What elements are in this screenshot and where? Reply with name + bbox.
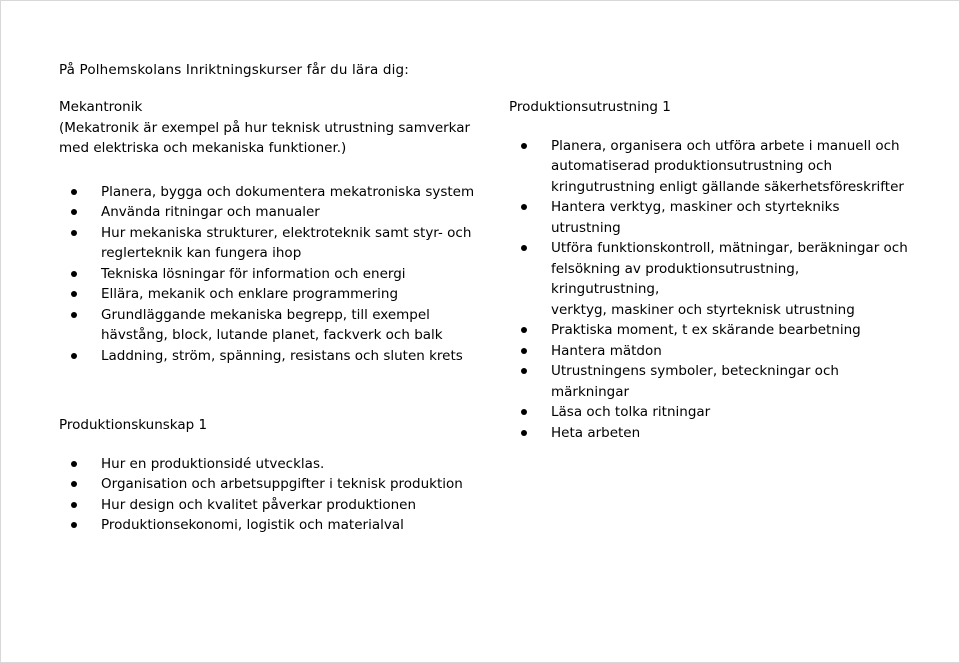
list-item-text: verktyg, maskiner och styrteknisk utrustning — [551, 301, 855, 318]
list-item — [509, 238, 909, 320]
bullet-icon — [71, 312, 77, 318]
bullet-list — [59, 454, 499, 536]
list-item-text: hävstång, block, lutande planet, fackverk och balk — [101, 327, 443, 343]
section-note-line: (Mekatronik är exempel på hur teknisk utrustning samverkar — [59, 119, 471, 136]
bullet-icon — [71, 271, 77, 277]
list-item — [59, 346, 479, 367]
list-item-text: Planera, bygga och dokumentera mekatroniska system — [101, 183, 475, 200]
section-mekatronik — [59, 97, 479, 366]
list-item — [59, 223, 479, 264]
list-item — [509, 197, 909, 238]
section-heading: Mekantronik — [59, 99, 143, 115]
list-item-text: Ellära, mekanik och enklare programmering — [101, 286, 399, 302]
list-item-text: Utföra funktionskontroll, mätningar, beräkningar och — [551, 240, 908, 256]
bullet-icon — [521, 430, 527, 436]
list-item-text: Läsa och tolka ritningar — [551, 404, 711, 420]
bullet-icon — [521, 143, 527, 149]
list-item-text: kringutrustning enligt gällande säkerhetsföreskrifter — [551, 178, 904, 195]
bullet-icon — [521, 409, 527, 415]
list-item-text: Hur mekaniska strukturer, elektroteknik samt styr- och — [101, 224, 472, 241]
list-item-text: Använda ritningar och manualer — [101, 204, 320, 220]
list-item — [509, 402, 909, 423]
bullet-icon — [71, 209, 77, 215]
list-item-text: Planera, organisera och utföra arbete i manuell och — [551, 137, 900, 154]
bullet-icon — [521, 327, 527, 333]
section-produktionskunskap — [59, 415, 499, 536]
bullet-icon — [521, 204, 527, 210]
bullet-icon — [71, 353, 77, 359]
bullet-icon — [71, 522, 77, 528]
list-item — [509, 361, 909, 402]
bullet-icon — [71, 230, 77, 236]
list-item-text: reglerteknik kan fungera ihop — [101, 245, 302, 261]
list-item — [59, 202, 479, 223]
bullet-icon — [71, 481, 77, 487]
list-item — [59, 454, 499, 475]
list-item-text: Grundläggande mekaniska begrepp, till exempel — [101, 306, 430, 323]
bullet-icon — [71, 189, 77, 195]
list-item-text: Produktionsekonomi, logistik och materialval — [101, 517, 404, 533]
list-item-text: Tekniska lösningar för information och energi — [101, 265, 406, 282]
list-item — [59, 474, 499, 495]
bullet-icon — [71, 461, 77, 467]
list-item-text: Hantera verktyg, maskiner och styrtekniks utrustning — [551, 199, 840, 236]
list-item — [509, 423, 909, 444]
bullet-icon — [521, 348, 527, 354]
bullet-icon — [71, 502, 77, 508]
list-item — [509, 136, 909, 198]
list-item — [59, 515, 499, 536]
section-heading: Produktionsutrustning 1 — [509, 99, 671, 115]
list-item-text: automatiserad produktionsutrustning och — [551, 158, 833, 174]
list-item-text: Laddning, ström, spänning, resistans och sluten krets — [101, 347, 463, 364]
bullet-icon — [521, 368, 527, 374]
list-item-text: Organisation och arbetsuppgifter i teknisk produktion — [101, 476, 463, 492]
list-item-text: felsökning av produktionsutrustning, kringutrustning, — [551, 260, 800, 297]
section-heading: Produktionskunskap 1 — [59, 417, 208, 433]
intro-text: På Polhemskolans Inriktningskurser får du lära dig: — [59, 62, 409, 78]
list-item-text: Praktiska moment, t ex skärande bearbetning — [551, 322, 861, 338]
list-item-text: Hantera mätdon — [551, 342, 662, 359]
list-item — [59, 495, 499, 516]
list-item — [59, 264, 479, 285]
list-item — [509, 320, 909, 341]
bullet-list — [59, 182, 479, 367]
list-item — [59, 182, 479, 203]
bullet-icon — [71, 291, 77, 297]
bullet-list — [509, 136, 909, 444]
list-item — [59, 284, 479, 305]
section-produktionsutrustning — [509, 97, 909, 443]
list-item-text: Utrustningens symboler, beteckningar och märkningar — [551, 363, 839, 400]
list-item-text: Heta arbeten — [551, 424, 641, 441]
section-note-line: med elektriska och mekaniska funktioner.) — [59, 140, 347, 156]
list-item — [509, 341, 909, 362]
list-item-text: Hur design och kvalitet påverkar produktionen — [101, 496, 417, 513]
bullet-icon — [521, 245, 527, 251]
list-item-text: Hur en produktionsidé utvecklas. — [101, 455, 325, 472]
list-item — [59, 305, 479, 346]
